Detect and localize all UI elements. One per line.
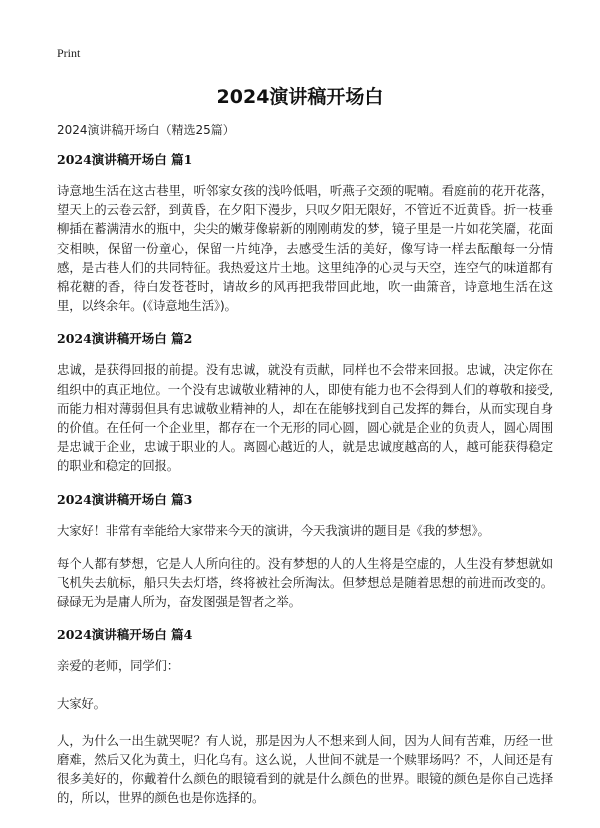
section-3 — [57, 490, 553, 612]
section-paragraph: 忠诚，是获得回报的前提。没有忠诚，就没有贡献，同样也不会带来回报。忠诚，决定你在组织中的真正地位。一个没有忠诚敬业精神的人，即使有能力也不会得到人们的尊敬和接受,而能力相对薄弱但具有忠诚敬业精神的人，却在在能够找到自己发挥的舞台，从而实现自身的价值。在任何一个企业里，都存在一个无形的同心圆，圆心就是企业的负责人，圆心周围是忠诚于企业，忠诚于职业的人。离圆心越近的人，就是忠诚度越高的人，越可能获得稳定的职业和稳定的回报。 — [57, 362, 553, 474]
section-2 — [57, 329, 553, 475]
print-link[interactable]: Print — [57, 46, 81, 60]
section-paragraph: 大家好。 — [57, 695, 106, 711]
page-title: 2024演讲稿开场白 — [216, 86, 384, 108]
section-heading: 2024演讲稿开场白 篇2 — [57, 331, 193, 347]
section-paragraph: 亲爱的老师，同学们： — [57, 658, 179, 674]
section-heading: 2024演讲稿开场白 篇1 — [57, 152, 193, 167]
section-heading: 2024演讲稿开场白 篇3 — [57, 491, 193, 507]
document-subtitle: 2024演讲稿开场白（精选25篇） — [57, 123, 235, 137]
section-1 — [57, 150, 553, 315]
section-paragraph: 人，为什么一出生就哭呢？有人说，那是因为人不想来到人间，因为人间有苦难，历经一世磨难，然后又化为黄土，归化乌有。这么说，人世间不就是一个赎罪场吗？不，人间还是有很多美好的，你戴着什么颜色的眼镜看到的就是什么颜色的世界。眼镜的颜色是你自己选择的，所以，世界的颜色也是你选择的。 — [57, 732, 553, 806]
section-paragraph: 诗意地生活在这古巷里，听邻家女孩的浅吟低唱，听燕子交颈的呢喃。看庭前的花开花落，望天上的云卷云舒，到黄昏，在夕阳下漫步，只叹夕阳无限好，不管近不近黄昏。折一枝垂柳插在蓄满清水的瓶中，尖尖的嫩芽像崭新的刚刚萌发的梦，镜子里是一片如花笑靥，花面交相映，保留一份童心，保留一片纯净，去感受生活的美好，像写诗一样去酝酿每一分情感，是古巷人们的共同特征。我热爱这片土地。这里纯净的心灵与天空，连空气的味道都有棉花糖的香，待白发苍苍时，请故乡的风再把我带回此地，吹一曲箫音，诗意地生活在这里，以终余年。(《诗意地生活》)。 — [57, 183, 553, 314]
article-body — [57, 150, 553, 822]
section-heading: 2024演讲稿开场白 篇4 — [57, 627, 193, 643]
section-paragraph: 每个人都有梦想，它是人人所向往的。没有梦想的人的人生将是空虚的，人生没有梦想就如飞机失去航标，船只失去灯塔，终将被社会所淘汰。但梦想总是随着思想的前进而改变的。碌碌无为是庸人所为，奋发图强是智者之举。 — [57, 555, 553, 610]
section-4 — [57, 625, 553, 807]
section-paragraph: 大家好！非常有幸能给大家带来今天的演讲，今天我演讲的题目是《我的梦想》。 — [57, 522, 490, 538]
